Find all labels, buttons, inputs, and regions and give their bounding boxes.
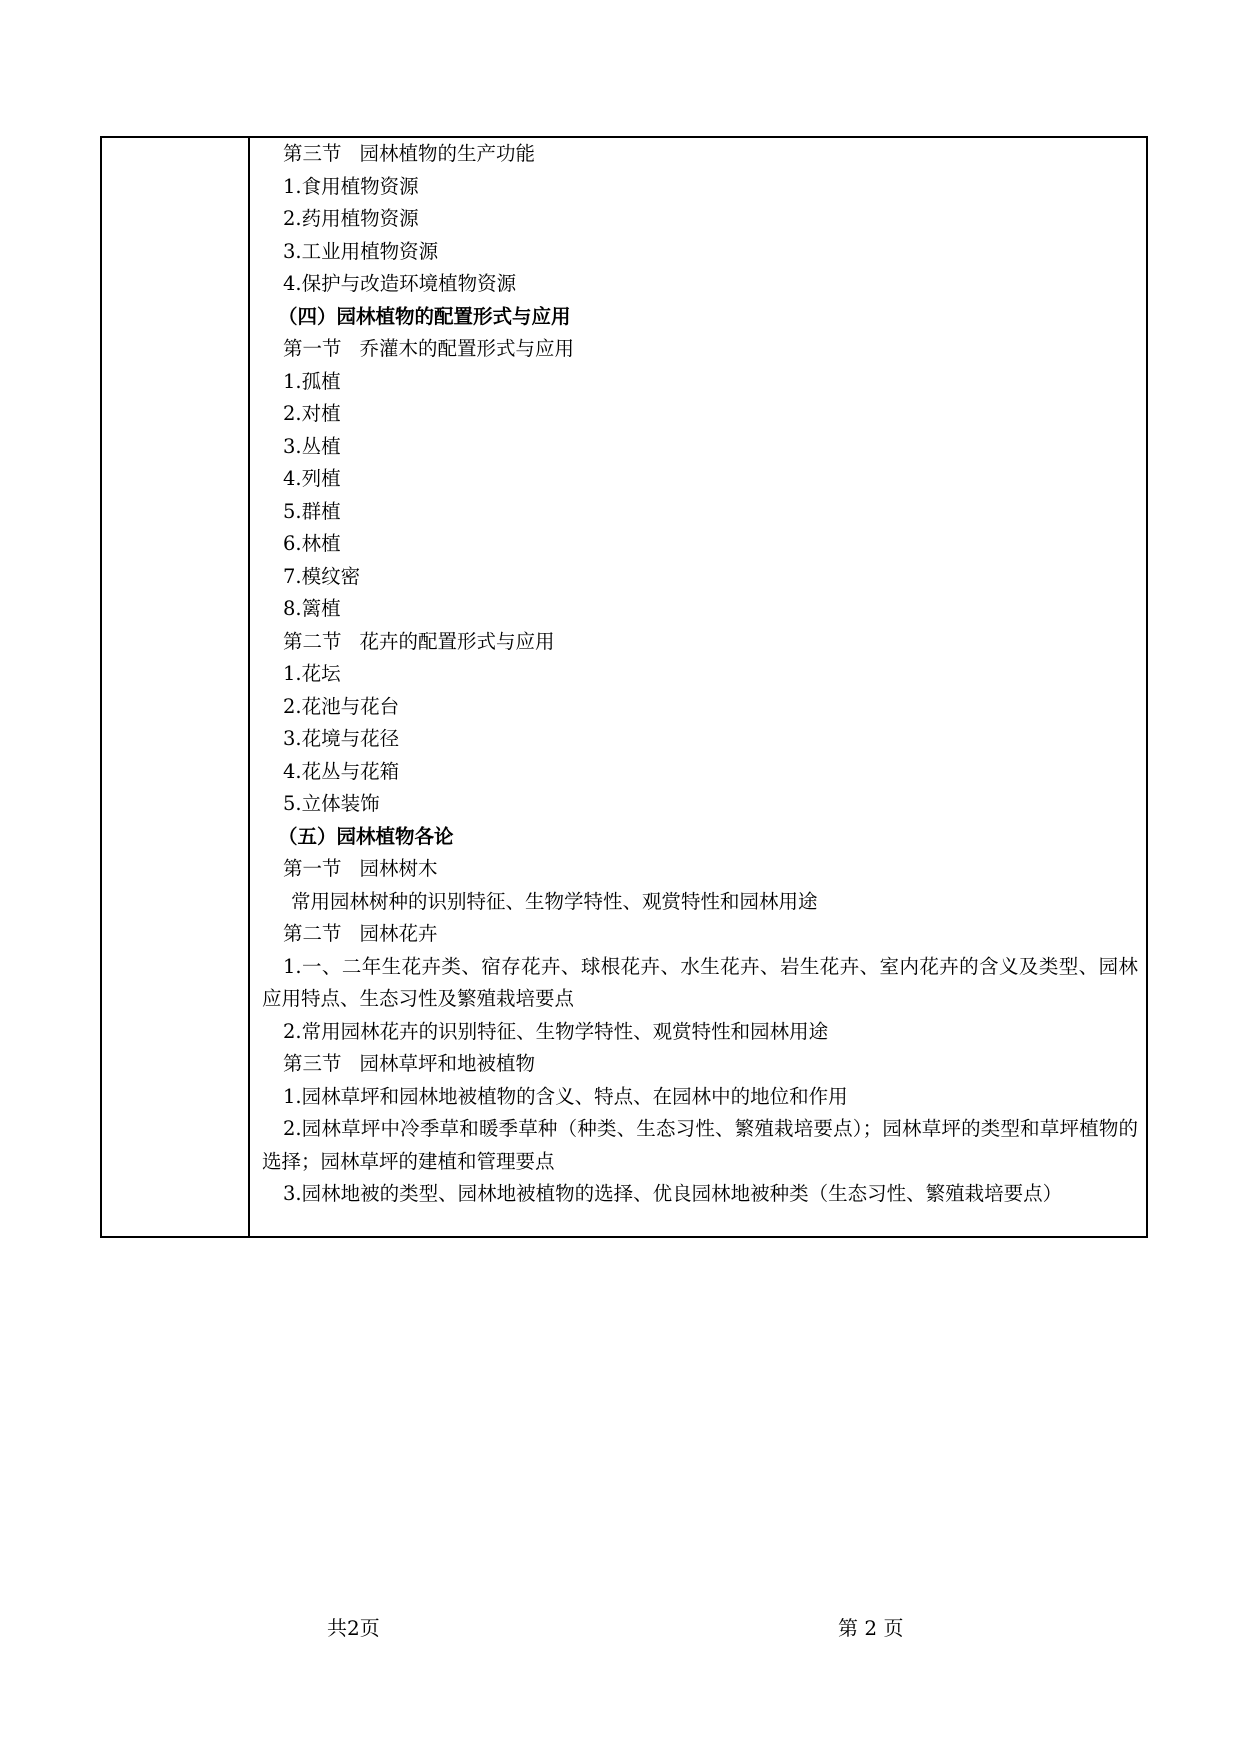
- section-number: 第一节: [283, 857, 342, 880]
- list-item: 2.对植: [283, 402, 341, 425]
- section-heading: [262, 853, 1138, 886]
- description-line: 常用园林树种的识别特征、生物学特性、观赏特性和园林用途: [291, 889, 818, 913]
- section-title: 乔灌木的配置形式与应用: [359, 337, 575, 360]
- section-number: 第三节: [283, 1052, 342, 1075]
- section-heading: [262, 626, 1138, 659]
- list-item: 2.花池与花台: [283, 694, 400, 718]
- section-heading: [262, 1048, 1138, 1081]
- left-column: [102, 138, 250, 1236]
- list-item: 4.花丛与花箱: [283, 759, 400, 783]
- content-table: [100, 136, 1148, 1238]
- list-item: 5.立体装饰: [283, 792, 380, 815]
- list-item: 7.模纹密: [283, 564, 361, 588]
- section-number: 第三节: [283, 142, 342, 165]
- list-item: 3.丛植: [283, 434, 341, 458]
- chapter-heading: （五）园林植物各论: [278, 824, 454, 848]
- section-heading: [262, 333, 1138, 366]
- list-item: 8.篱植: [283, 597, 341, 620]
- list-item: 2.常用园林花卉的识别特征、生物学特性、观赏特性和园林用途: [283, 1019, 829, 1043]
- list-item: 2.药用植物资源: [283, 207, 419, 230]
- section-title: 园林草坪和地被植物: [359, 1052, 536, 1075]
- list-item-paragraph: 1.一、二年生花卉类、宿存花卉、球根花卉、水生花卉、岩生花卉、室内花卉的含义及类型、园林应用特点、生态习性及繁殖栽培要点: [262, 954, 1138, 1010]
- section-heading: [262, 138, 1138, 171]
- list-item: 5.群植: [283, 499, 341, 523]
- list-item: 6.林植: [283, 532, 341, 555]
- chapter-heading: （四）园林植物的配置形式与应用: [278, 304, 571, 328]
- right-column: [250, 138, 1146, 1236]
- list-item: 1.花坛: [283, 662, 341, 685]
- list-item: 4.列植: [283, 467, 341, 490]
- list-item: 1.食用植物资源: [283, 174, 419, 198]
- footer-page-number: 第 2 页: [838, 1616, 904, 1640]
- section-heading: [262, 918, 1138, 951]
- list-item: 3.工业用植物资源: [283, 239, 439, 263]
- section-number: 第一节: [283, 337, 342, 360]
- section-title: 园林花卉: [359, 922, 438, 945]
- section-title: 园林植物的生产功能: [359, 142, 536, 165]
- section-number: 第二节: [283, 629, 342, 653]
- list-item-paragraph: 2.园林草坪中冷季草和暖季草种（种类、生态习性、繁殖栽培要点）；园林草坪的类型和草坪植物的选择；园林草坪的建植和管理要点: [262, 1117, 1138, 1173]
- section-title: 园林树木: [359, 857, 438, 880]
- footer-total-pages: 共2页: [327, 1616, 380, 1640]
- section-title: 花卉的配置形式与应用: [359, 629, 555, 653]
- list-item: 1.孤植: [283, 369, 341, 393]
- list-item: 3.花境与花径: [283, 727, 400, 750]
- section-number: 第二节: [283, 922, 342, 945]
- list-item: 1.园林草坪和园林地被植物的含义、特点、在园林中的地位和作用: [283, 1084, 848, 1108]
- list-item: 4.保护与改造环境植物资源: [283, 272, 517, 295]
- list-item: 3.园林地被的类型、园林地被植物的选择、优良园林地被种类（生态习性、繁殖栽培要点）: [283, 1182, 1063, 1205]
